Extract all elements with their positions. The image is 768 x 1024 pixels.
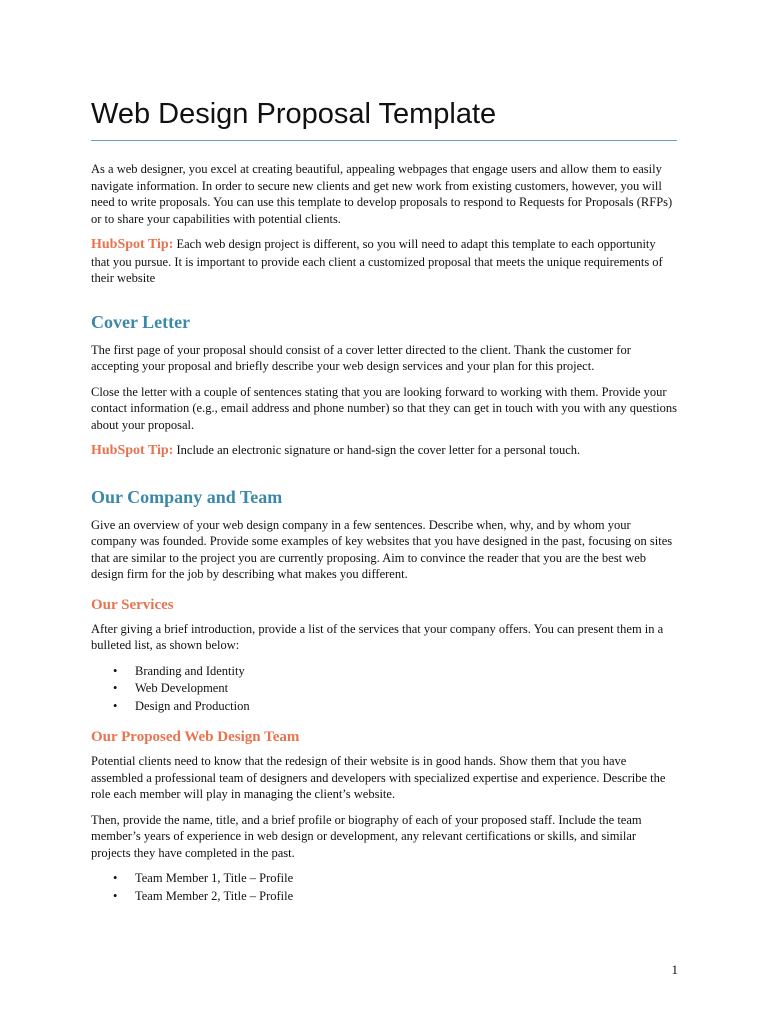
company-paragraph: Give an overview of your web design company in a few sentences. Describe when, why, and by whom your company was founded. Provide some examples of key websites that you have designed in the past, focusing on sites that are similar to the project you are currently proposing. Aim to convince the reader that you are the best web design firm for the job by describing what makes you different. <box>91 517 673 581</box>
document-title: Web Design Proposal Template <box>91 92 677 141</box>
tip-label: HubSpot Tip: <box>91 443 174 458</box>
subsection-heading-team: Our Proposed Web Design Team <box>91 729 300 745</box>
hubspot-tip <box>91 236 677 287</box>
team-list <box>91 870 677 905</box>
team-paragraph: Potential clients need to know that the redesign of their website is in good hands. Show them that you have assembled a professional team of designers and developers with specialized expertise and experience. Describe the role each member will play in managing the client’s website. <box>91 754 666 801</box>
list-item: • Web Development <box>135 680 677 698</box>
section-heading-cover-letter: Cover Letter <box>91 311 191 332</box>
services-paragraph: After giving a brief introduction, provide a list of the services that your company offers. You can present them in a bulleted list, as shown below: <box>91 621 664 652</box>
list-item: • Design and Production <box>135 698 677 716</box>
tip-text: Include an electronic signature or hand-sign the cover letter for a personal touch. <box>173 443 581 457</box>
document-page <box>91 92 677 905</box>
tip-label: HubSpot Tip: <box>91 237 174 252</box>
cover-letter-paragraph: The first page of your proposal should consist of a cover letter directed to the client. Thank the customer for accepting your proposal and briefly describe your web design services and your plan for this project. <box>91 342 631 373</box>
page-number: 1 <box>671 962 678 977</box>
list-item: • Team Member 2, Title – Profile <box>135 888 677 906</box>
cover-letter-paragraph: Close the letter with a couple of sentences stating that you are looking forward to working with them. Provide your contact information (e.g., email address and phone number) so that they can get in touch with you with any questions about your proposal. <box>91 384 677 432</box>
subsection-heading-services: Our Services <box>91 596 174 613</box>
tip-text: Each web design project is different, so you will need to adapt this template to each opportunity that you pursue. It is important to provide each client a customized proposal that meets the unique requirements of their website <box>91 237 663 285</box>
intro-paragraph: As a web designer, you excel at creating beautiful, appealing webpages that engage users and allow them to easily navigate information. In order to secure new clients and get new work from existing customers, however, you will need to write proposals. You can use this template to develop proposals to respond to Requests for Proposals (RFPs) or to share your capabilities with potential clients. <box>91 162 673 226</box>
list-item: • Team Member 1, Title – Profile <box>135 870 677 888</box>
section-heading-company: Our Company and Team <box>91 486 283 507</box>
hubspot-tip <box>91 442 677 460</box>
list-item: • Branding and Identity <box>135 663 677 681</box>
team-paragraph: Then, provide the name, title, and a brief profile or biography of each of your proposed staff. Include the team member’s years of experience in web design or development, any relevant certifications or skills, and similar projects they have completed in the past. <box>91 812 642 860</box>
services-list <box>91 663 677 716</box>
